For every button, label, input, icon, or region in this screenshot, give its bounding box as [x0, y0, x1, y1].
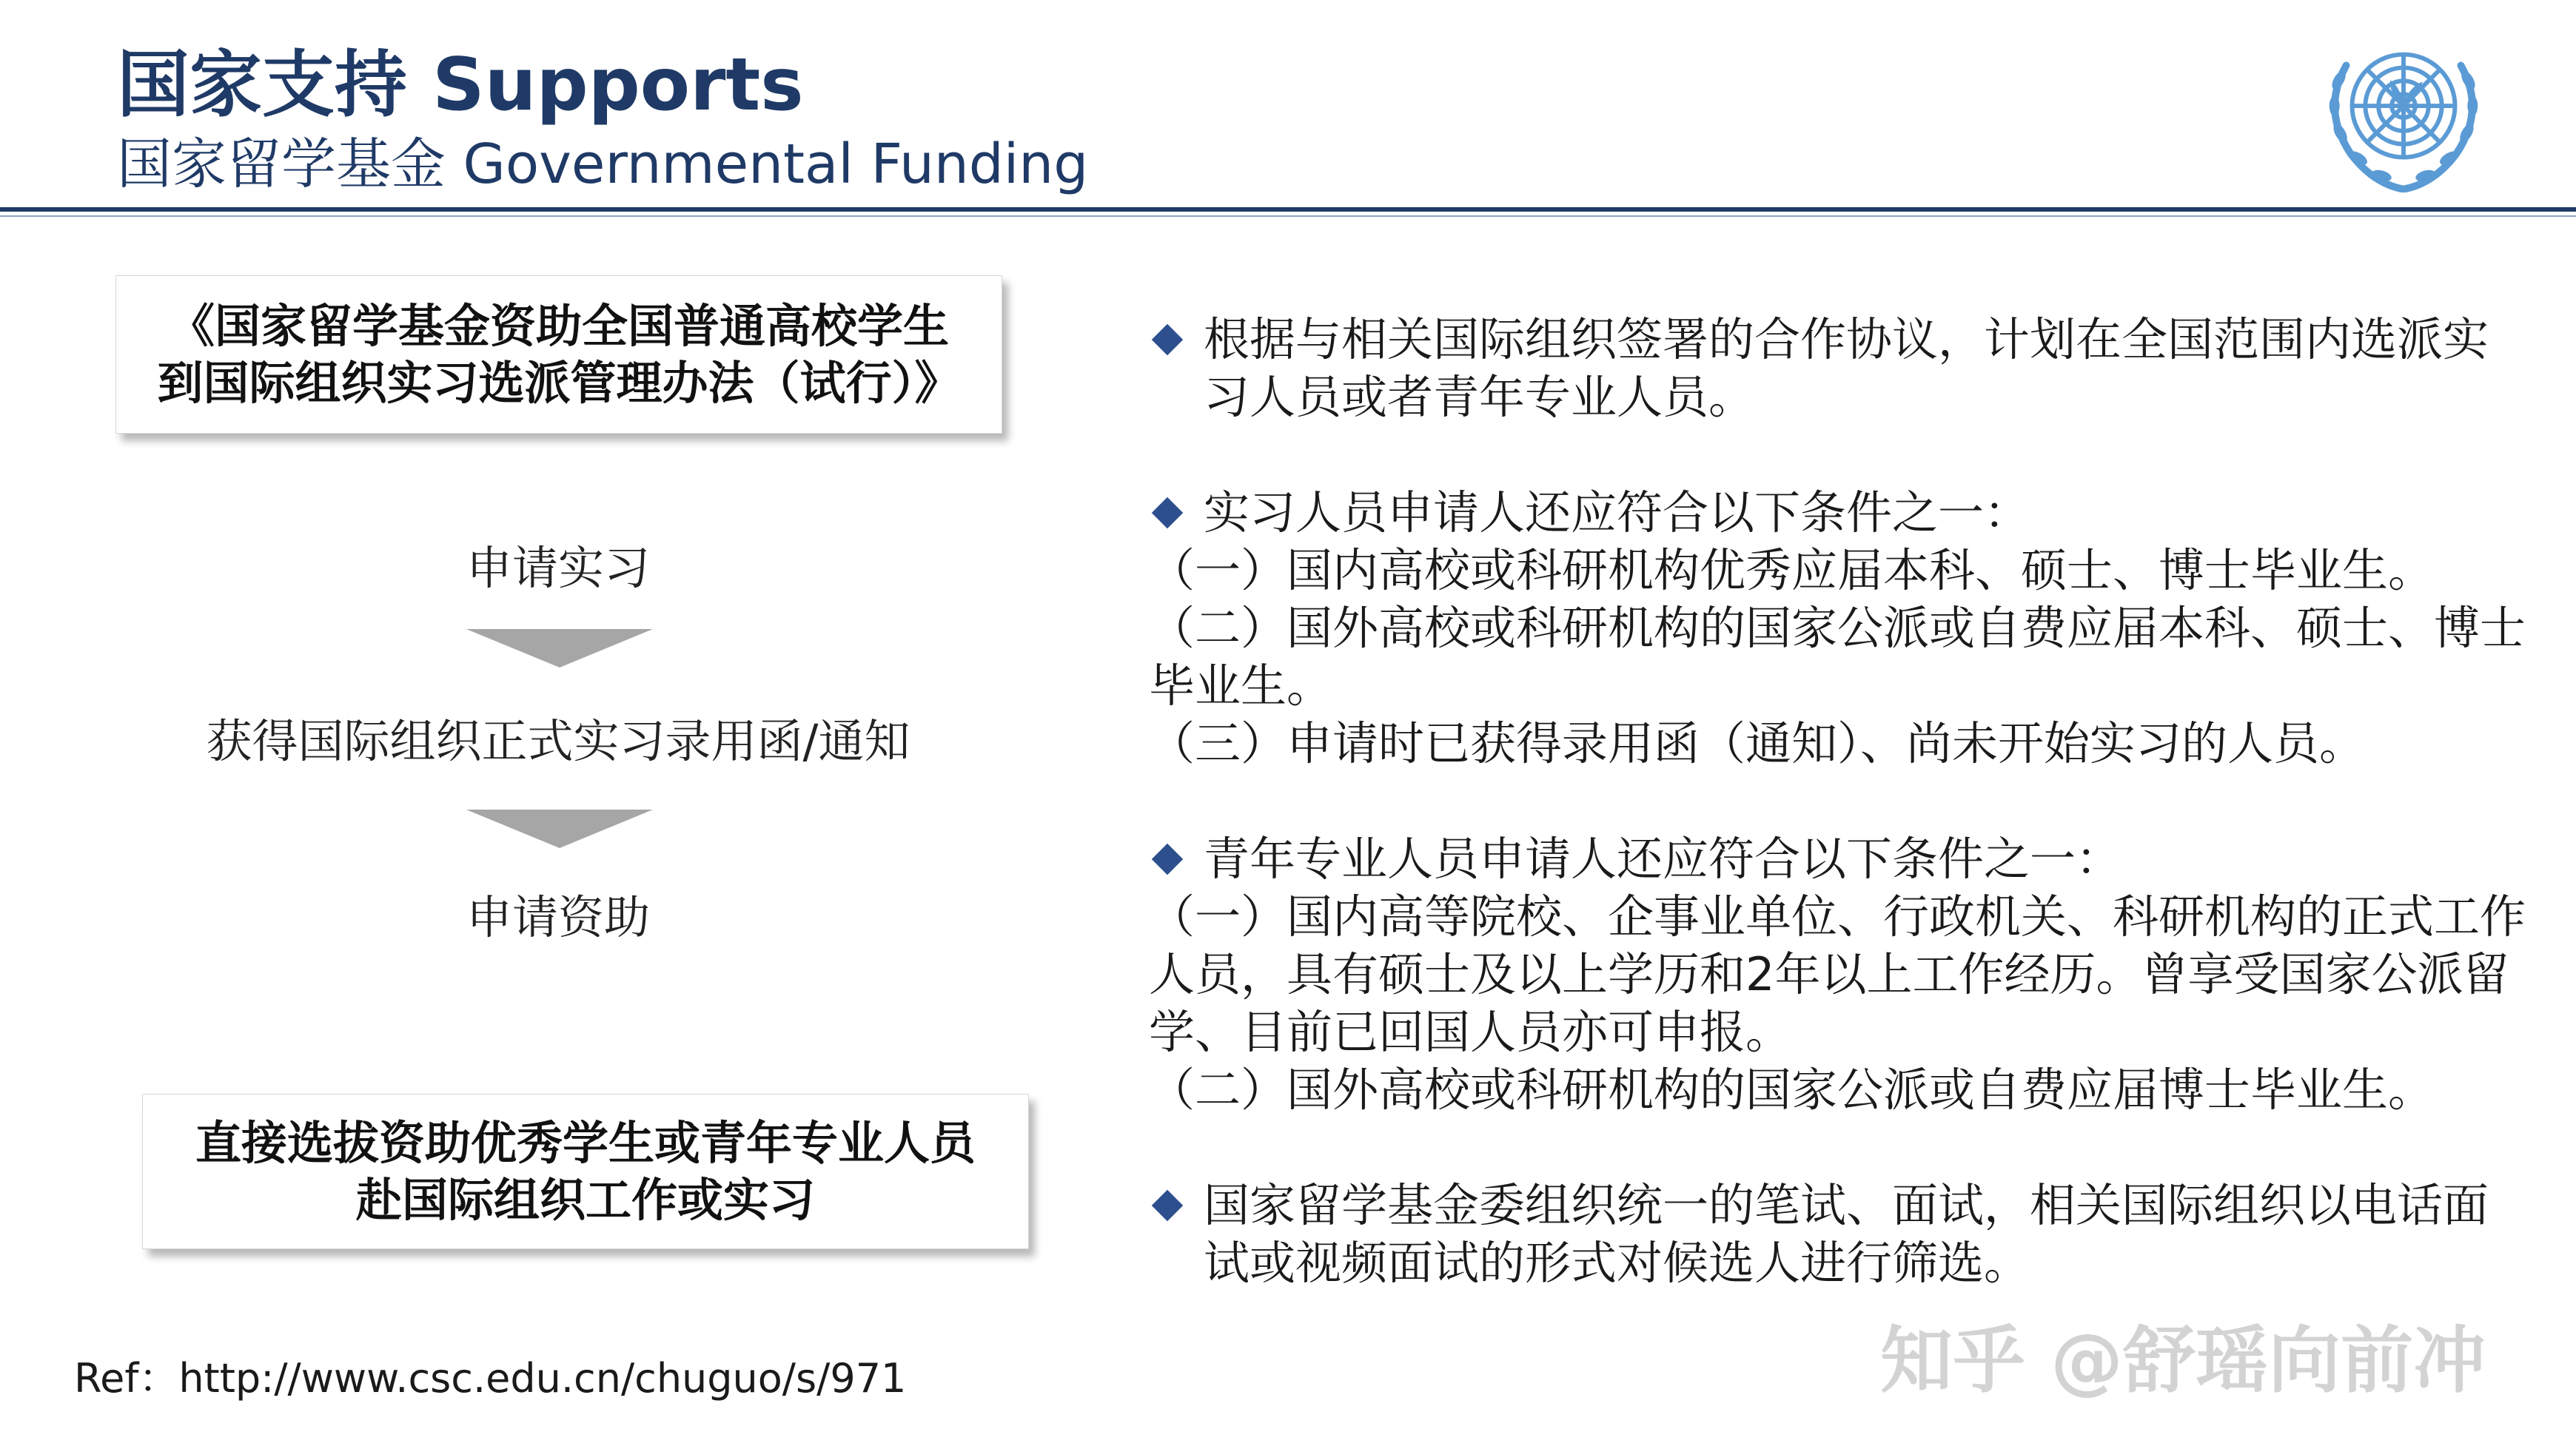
- section-heading: 国家留学基金委组织统一的笔试、面试，相关国际组织以电话面试或视频面试的形式对候选人进行筛选。: [1204, 1178, 2489, 1290]
- section-heading: 根据与相关国际组织签署的合作协议，计划在全国范围内选派实习人员或者青年专业人员。: [1204, 312, 2489, 424]
- diamond-bullet-icon: [1152, 324, 1183, 355]
- regulation-title-line-1: 《国家留学基金资助全国普通高校学生: [168, 298, 949, 353]
- requirement-section: [1149, 830, 2526, 1119]
- diamond-bullet-icon: [1152, 497, 1183, 528]
- selection-summary-line-2: 赴国际组织工作或实习: [355, 1173, 815, 1227]
- un-emblem-icon: [2301, 21, 2506, 206]
- flow-step-apply-funding: 申请资助: [466, 890, 651, 944]
- page-subtitle: 国家留学基金 Governmental Funding: [117, 132, 1089, 196]
- page-title: 国家支持 Supports: [117, 43, 804, 127]
- condition-item: （一）国内高校或科研机构优秀应届本科、硕士、博士毕业生。: [1149, 543, 2435, 597]
- condition-item: （三）申请时已获得录用函（通知）、尚未开始实习的人员。: [1149, 716, 2366, 770]
- flow-step-get-offer: 获得国际组织正式实习录用函/通知: [206, 714, 910, 768]
- flow-step-apply-internship: 申请实习: [466, 541, 651, 595]
- requirement-section: [1149, 1177, 2526, 1292]
- requirement-section: [1149, 484, 2526, 773]
- regulation-title-box: [115, 275, 1002, 434]
- regulation-title-line-2: 到国际组织实习选派管理办法（试行）》: [157, 356, 961, 410]
- header-divider-thin: [0, 215, 2576, 217]
- condition-item: （二）国外高校或科研机构的国家公派或自费应届博士毕业生。: [1149, 1063, 2435, 1117]
- requirements-list: [1149, 311, 2526, 1350]
- watermark: 知乎 @舒瑶向前冲: [1880, 1319, 2486, 1403]
- diamond-bullet-icon: [1152, 1190, 1183, 1221]
- flow-arrow-down-icon: [466, 810, 653, 848]
- selection-summary-line-1: 直接选拔资助优秀学生或青年专业人员: [195, 1115, 976, 1170]
- condition-item: （二）国外高校或科研机构的国家公派或自费应届本科、硕士、博士毕业生。: [1149, 601, 2526, 713]
- section-heading: 青年专业人员申请人还应符合以下条件之一：: [1204, 832, 2122, 886]
- reference-link[interactable]: Ref：http://www.csc.edu.cn/chuguo/s/971: [74, 1355, 907, 1402]
- diamond-bullet-icon: [1152, 844, 1183, 875]
- section-heading: 实习人员申请人还应符合以下条件之一：: [1204, 485, 2030, 539]
- requirement-section: [1149, 311, 2526, 426]
- flow-arrow-down-icon: [466, 629, 653, 668]
- selection-summary-box: [142, 1094, 1029, 1249]
- condition-item: （一）国内高等院校、企事业单位、行政机关、科研机构的正式工作人员，具有硕士及以上学历和2年以上工作经历。曾享受国家公派留学、目前已回国人员亦可申报。: [1149, 890, 2526, 1059]
- header-divider: [0, 207, 2576, 212]
